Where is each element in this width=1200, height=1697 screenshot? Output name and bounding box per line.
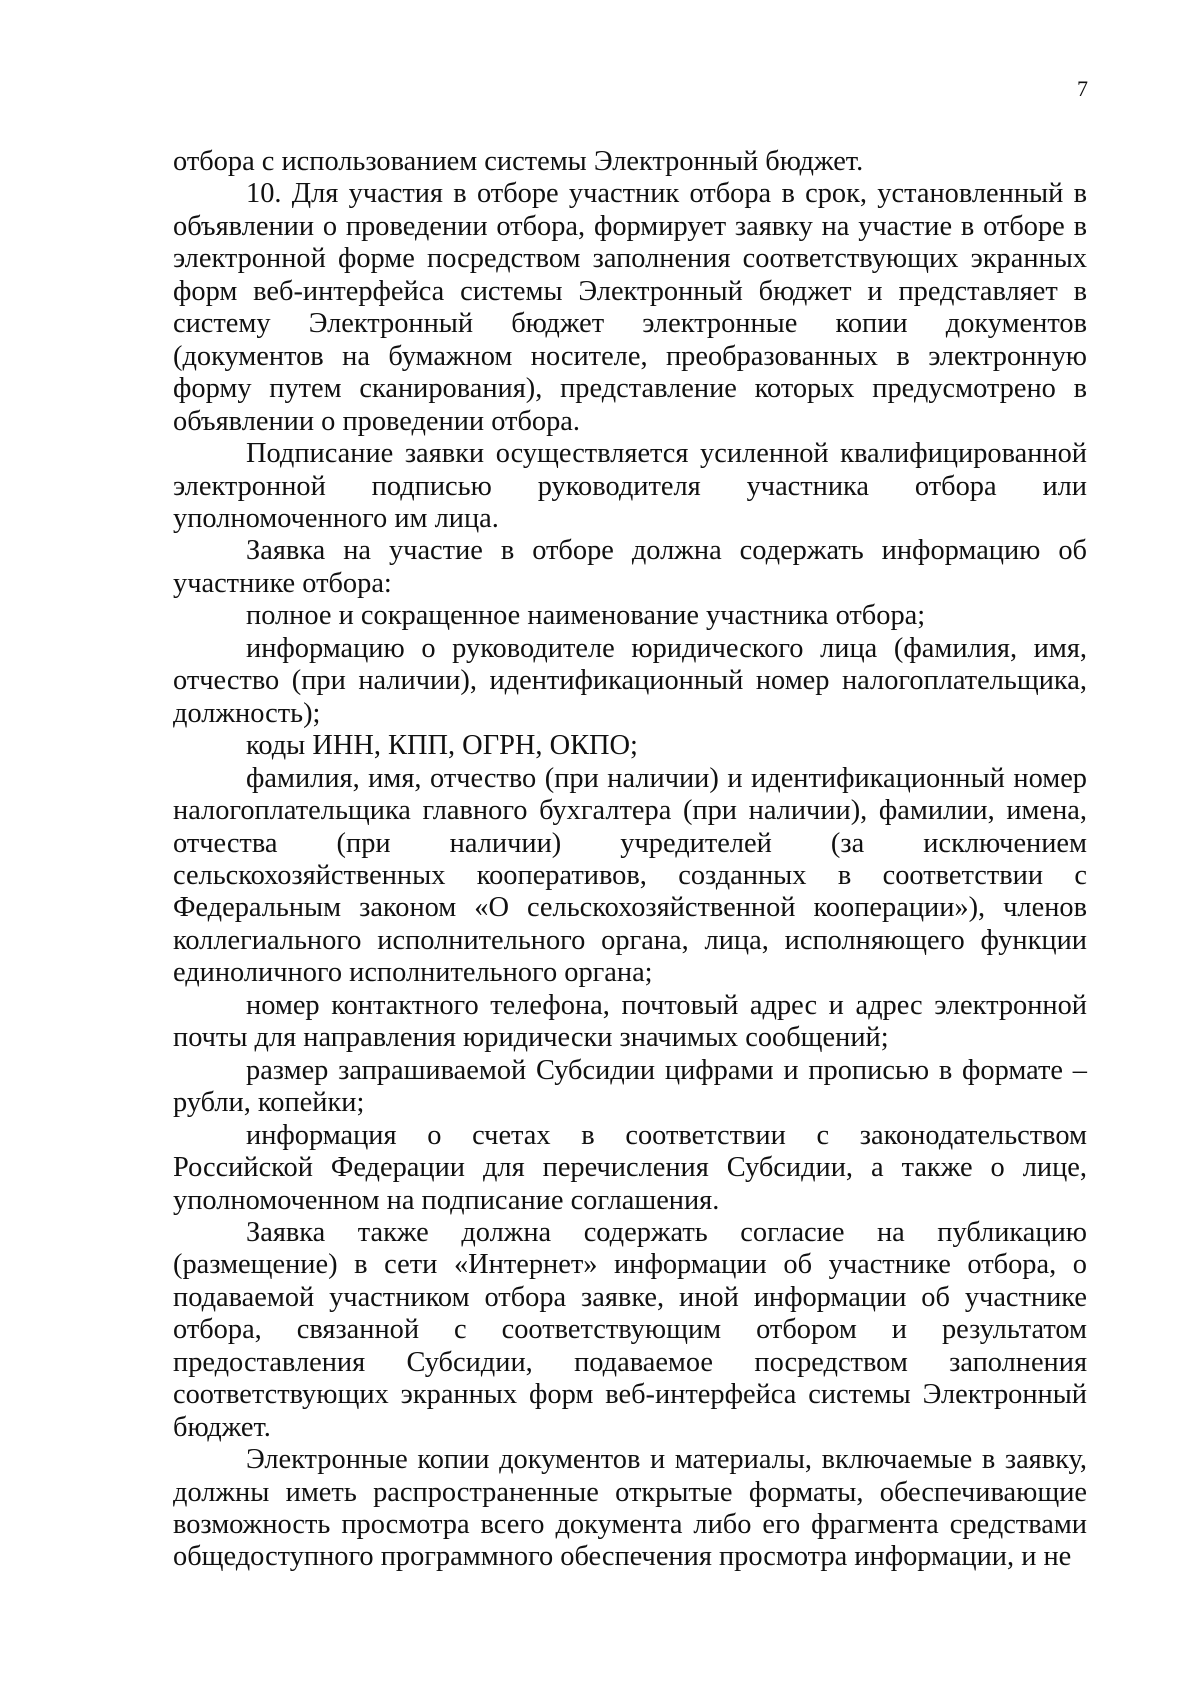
paragraph-publication-consent: Заявка также должна содержать согласие на публикацию (размещение) в сети «Интернет» информации об участнике отбора, о подаваемой участником отбора заявке, иной информации об участнике отбора, связанной с соответствующим отбором и результатом предоставления Субсидии, подаваемое посредством заполнения соответствующих экранных форм веб-интерфейса системы Электронный бюджет. [173, 1216, 1087, 1443]
paragraph-continuation: отбора с использованием системы Электронный бюджет. [173, 146, 864, 177]
paragraph-item-10: 10. Для участия в отборе участник отбора в срок, установленный в объявлении о проведении отбора, формирует заявку на участие в отборе в электронной форме посредством заполнения соответствующих экранных форм веб-интерфейса системы Электронный бюджет и представляет в систему Электронный бюджет электронные копии документов (документов на бумажном носителе, преобразованных в электронную форму путем сканирования), представление которых предусмотрено в объявлении о проведении отбора. [173, 178, 1087, 437]
paragraph-application-contents: Заявка на участие в отборе должна содержать информацию об участнике отбора: [173, 535, 1087, 599]
document-body [173, 146, 1087, 1574]
list-item-codes: коды ИНН, КПП, ОГРН, ОКПО; [246, 730, 638, 762]
list-item-subsidy-amount: размер запрашиваемой Субсидии цифрами и прописью в формате – рубли, копейки; [173, 1054, 1087, 1119]
page-number: 7 [1077, 76, 1088, 101]
list-item-accounts: информация о счетах в соответствии с законодательством Российской Федерации для перечисления Субсидии, а также о лице, уполномоченном на подписание соглашения. [173, 1119, 1087, 1216]
list-item-contacts: номер контактного телефона, почтовый адрес и адрес электронной почты для направления юридически значимых сообщений; [173, 989, 1087, 1054]
list-item-name: полное и сокращенное наименование участника отбора; [246, 600, 926, 632]
list-item-accountant-founders: фамилия, имя, отчество (при наличии) и идентификационный номер налогоплательщика главного бухгалтера (при наличии), фамилии, имена, отчества (при наличии) учредителей (за исключением сельскохозяйственных кооперативов, созданных в соответствии с Федеральным законом «О сельскохозяйственной кооперации»), членов коллегиального исполнительного органа, лица, исполняющего функции единоличного исполнительного органа; [173, 762, 1087, 989]
list-item-director-info: информацию о руководителе юридического лица (фамилия, имя, отчество (при наличии), идентификационный номер налогоплательщика, должность); [173, 632, 1087, 729]
paragraph-signing: Подписание заявки осуществляется усиленной квалифицированной электронной подписью руководителя участника отбора или уполномоченного им лица. [173, 438, 1087, 534]
paragraph-electronic-copies: Электронные копии документов и материалы, включаемые в заявку, должны иметь распространенные открытые форматы, обеспечивающие возможность просмотра всего документа либо его фрагмента средствами общедоступного программного обеспечения просмотра информации, и не [173, 1444, 1087, 1573]
